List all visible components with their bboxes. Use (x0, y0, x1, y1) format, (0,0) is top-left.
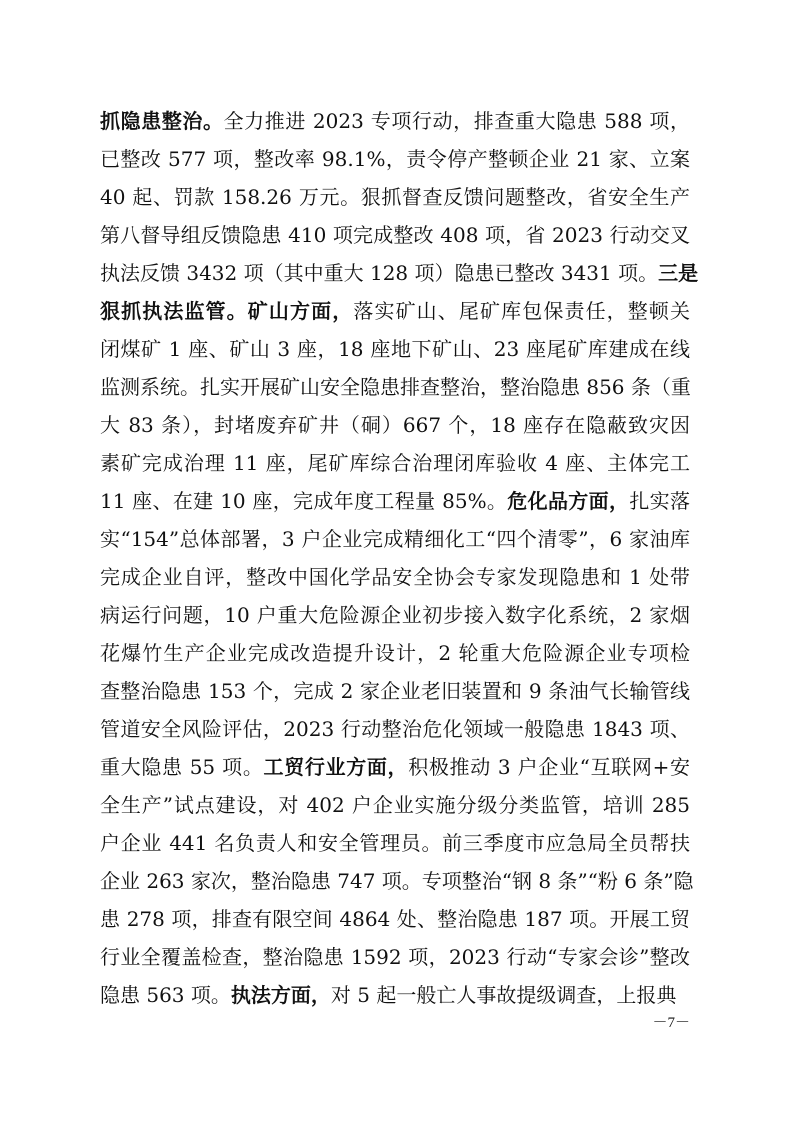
text-line (100, 254, 699, 292)
text-run: 执法反馈 3432 项（其中重大 128 项）隐患已整改 3431 项。 (100, 261, 659, 285)
text-run: 查整治隐患 153 个，完成 2 家企业老旧装置和 9 条油气长输管线 (100, 679, 690, 703)
text-line (100, 558, 690, 596)
text-line (100, 824, 690, 862)
text-run: 闭煤矿 1 座、矿山 3 座，18 座地下矿山、23 座尾矿库建成在线 (100, 337, 690, 361)
text-line (100, 748, 690, 786)
text-run: 实“154”总体部署，3 户企业完成精细化工“四个清零”，6 家油库 (100, 527, 690, 551)
text-run: 11 座、在建 10 座，完成年度工程量 85%。 (100, 489, 508, 513)
text-run: 监测系统。扎实开展矿山安全隐患排查整治，整治隐患 856 条（重 (100, 375, 691, 399)
text-run: 企业 263 家次，整治隐患 747 项。专项整治“钢 8 条”“粉 6 条”隐 (100, 869, 694, 893)
bold-heading-text: 危化品方面， (507, 489, 630, 513)
text-line (100, 596, 690, 634)
text-line (100, 976, 690, 1014)
page-number: －7－ (652, 1015, 690, 1031)
text-run: 行业全覆盖检查，整治隐患 1592 项，2023 行动“专家会诊”整改 (100, 945, 690, 969)
bold-heading-text: 狠抓执法监管。矿山方面， (100, 299, 354, 323)
text-line (100, 178, 690, 216)
body-paragraph (100, 102, 699, 1014)
text-run: 重大隐患 55 项。 (100, 755, 264, 779)
text-run: 隐患 563 项。 (100, 983, 231, 1007)
bold-heading-text: 三是 (658, 261, 699, 285)
text-line (100, 862, 694, 900)
text-run: 管道安全风险评估，2023 行动整治危化领域一般隐患 1843 项、 (100, 717, 690, 741)
text-line (100, 900, 690, 938)
text-line (100, 330, 690, 368)
text-line (100, 710, 690, 748)
text-run: 落实矿山、尾矿库包保责任，整顿关 (353, 299, 691, 323)
text-line (100, 368, 690, 406)
text-line (100, 634, 690, 672)
text-run: 花爆竹生产企业完成改造提升设计，2 轮重大危险源企业专项检 (100, 641, 690, 665)
text-run: 扎实落 (629, 489, 691, 513)
text-run: 大 83 条），封堵废弃矿井（硐）667 个，18 座存在隐蔽致灾因 (100, 413, 690, 437)
text-line (100, 786, 690, 824)
text-run: 积极推动 3 户企业“互联网+安 (408, 755, 691, 779)
text-run: 第八督导组反馈隐患 410 项完成整改 408 项，省 2023 行动交叉 (100, 223, 690, 247)
text-run: 完成企业自评，整改中国化学品安全协会专家发现隐患和 1 处带 (100, 565, 690, 589)
text-line (100, 140, 690, 178)
text-line (100, 102, 690, 140)
text-run: 户企业 441 名负责人和安全管理员。前三季度市应急局全员帮扶 (100, 831, 690, 855)
text-run: 患 278 项，排查有限空间 4864 处、整治隐患 187 项。开展工贸 (100, 907, 690, 931)
text-line (100, 444, 690, 482)
text-line (100, 520, 690, 558)
text-run: 全力推进 2023 专项行动，排查重大隐患 588 项， (223, 109, 690, 133)
text-run: 对 5 起一般亡人事故提级调查，上报典 (330, 983, 677, 1007)
bold-heading-text: 工贸行业方面， (263, 755, 409, 779)
text-run: 全生产”试点建设，对 402 户企业实施分级分类监管，培训 285 (100, 793, 690, 817)
text-line (100, 216, 690, 254)
text-run: 素矿完成治理 11 座，尾矿库综合治理闭库验收 4 座、主体完工 (100, 451, 690, 475)
text-line (100, 406, 690, 444)
text-run: 病运行问题，10 户重大危险源企业初步接入数字化系统，2 家烟 (100, 603, 690, 627)
text-run: 40 起、罚款 158.26 万元。狠抓督查反馈问题整改，省安全生产 (100, 185, 690, 209)
text-line (100, 672, 690, 710)
bold-heading-text: 执法方面， (230, 983, 331, 1007)
text-line (100, 938, 690, 976)
text-line (100, 482, 690, 520)
text-line (100, 292, 690, 330)
bold-heading-text: 抓隐患整治。 (100, 109, 224, 133)
text-run: 已整改 577 项，整改率 98.1%，责令停产整顿企业 21 家、立案 (100, 147, 690, 171)
